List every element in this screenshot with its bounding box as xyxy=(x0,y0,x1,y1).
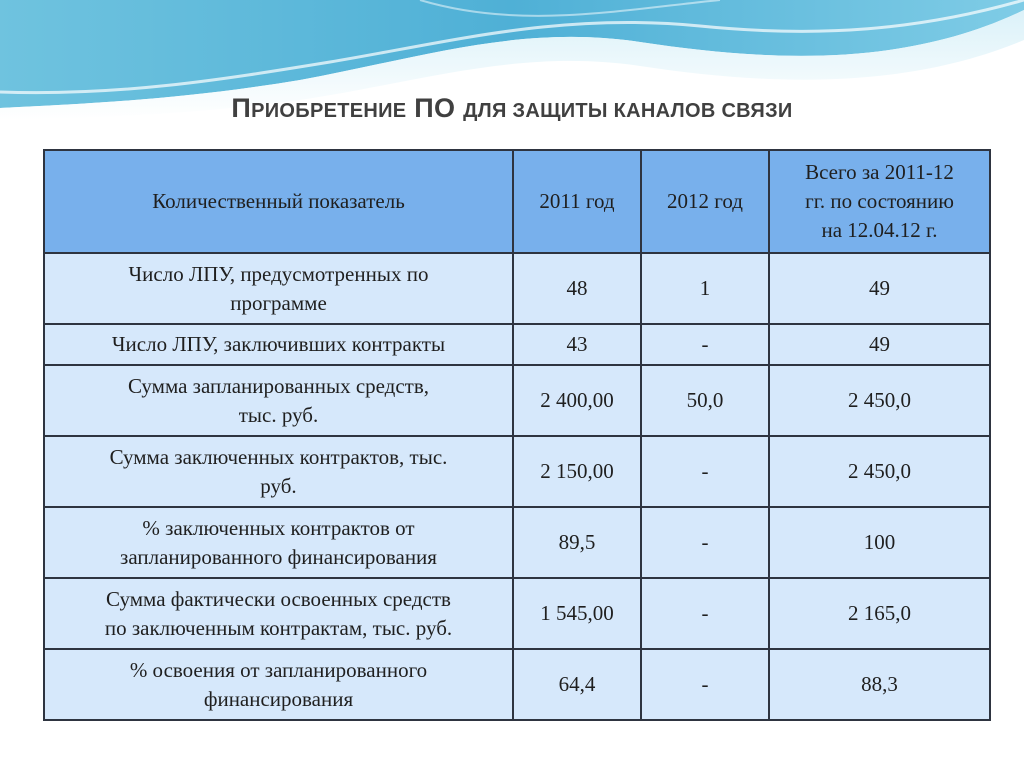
value-total: 2 165,0 xyxy=(769,578,990,649)
row-label: Число ЛПУ, заключивших контракты xyxy=(44,324,513,365)
row-label: % освоения от запланированного финансирования xyxy=(44,649,513,720)
value-total: 2 450,0 xyxy=(769,436,990,507)
row-label: Сумма запланированных средств, тыс. руб. xyxy=(44,365,513,436)
value-2011: 89,5 xyxy=(513,507,641,578)
data-table-container xyxy=(43,149,991,721)
row-label: % заключенных контрактов от запланированного финансирования xyxy=(44,507,513,578)
table-header-row xyxy=(44,150,990,253)
header-total: Всего за 2011-12 гг. по состоянию на 12.04.12 г. xyxy=(769,150,990,253)
table-row xyxy=(44,253,990,324)
title-initial: П xyxy=(231,93,252,123)
slide-title xyxy=(0,93,1024,124)
header-2012: 2012 год xyxy=(641,150,769,253)
title-abbreviation: ПО xyxy=(414,93,456,123)
value-2011: 43 xyxy=(513,324,641,365)
value-2011: 1 545,00 xyxy=(513,578,641,649)
header-2011: 2011 год xyxy=(513,150,641,253)
header-indicator: Количественный показатель xyxy=(44,150,513,253)
value-2012: 50,0 xyxy=(641,365,769,436)
table-row xyxy=(44,507,990,578)
data-table xyxy=(43,149,991,721)
value-2012: - xyxy=(641,507,769,578)
value-2011: 2 400,00 xyxy=(513,365,641,436)
row-label: Сумма фактически освоенных средств по заключенным контрактам, тыс. руб. xyxy=(44,578,513,649)
title-rest: РИОБРЕТЕНИЕ xyxy=(251,100,407,122)
row-label: Сумма заключенных контрактов, тыс. руб. xyxy=(44,436,513,507)
value-total: 88,3 xyxy=(769,649,990,720)
value-2012: - xyxy=(641,578,769,649)
table-row xyxy=(44,578,990,649)
table-row xyxy=(44,436,990,507)
value-2011: 64,4 xyxy=(513,649,641,720)
value-2012: 1 xyxy=(641,253,769,324)
value-2011: 2 150,00 xyxy=(513,436,641,507)
title-suffix: ДЛЯ ЗАЩИТЫ КАНАЛОВ СВЯЗИ xyxy=(463,100,793,122)
value-2012: - xyxy=(641,649,769,720)
value-total: 2 450,0 xyxy=(769,365,990,436)
value-2012: - xyxy=(641,324,769,365)
value-2012: - xyxy=(641,436,769,507)
table-row xyxy=(44,324,990,365)
table-row xyxy=(44,649,990,720)
table-row xyxy=(44,365,990,436)
value-total: 49 xyxy=(769,324,990,365)
value-total: 49 xyxy=(769,253,990,324)
value-2011: 48 xyxy=(513,253,641,324)
row-label: Число ЛПУ, предусмотренных по программе xyxy=(44,253,513,324)
value-total: 100 xyxy=(769,507,990,578)
